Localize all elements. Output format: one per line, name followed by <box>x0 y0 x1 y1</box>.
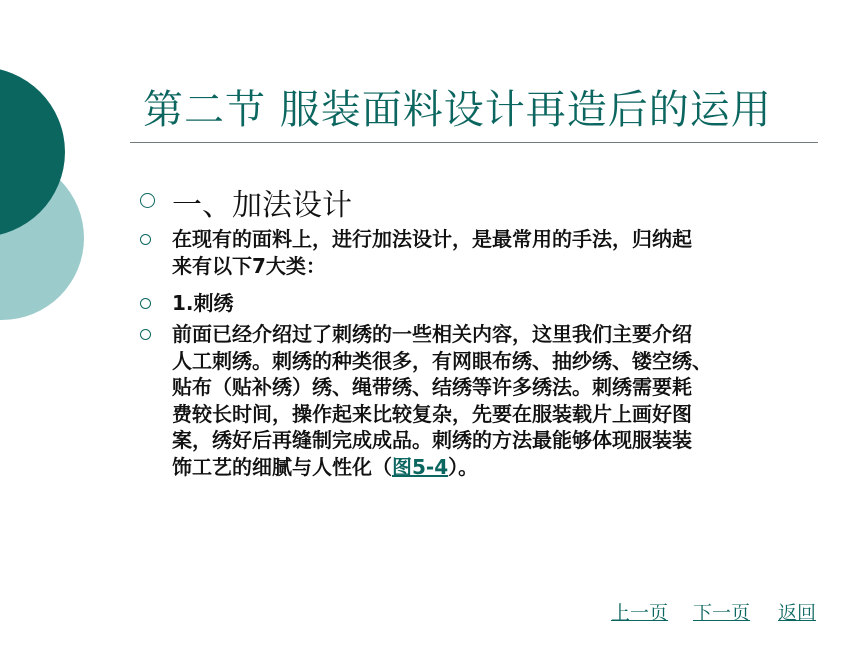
bullet-circle-icon <box>140 329 151 340</box>
text-fragment: ）。 <box>448 454 479 479</box>
bullet-circle-icon <box>140 193 155 208</box>
text-line: 费较长时间，操作起来比较复杂，先要在服装载片上画好图 <box>172 401 692 426</box>
subheading-embroidery <box>172 290 812 317</box>
intro-paragraph <box>172 226 812 279</box>
prev-page-link[interactable]: 上一页 <box>611 602 669 624</box>
decorative-circles <box>0 0 120 340</box>
text-line: 人工刺绣。刺绣的种类很多，有网眼布绣、抽纱绣、镂空绣、 <box>172 348 712 373</box>
text-fragment: 饰工艺的细腻与人性化（ <box>172 454 392 479</box>
bullet-circle-icon <box>140 234 151 245</box>
slide-title: 第二节 服装面料设计再造后的运用 <box>143 87 772 133</box>
text-line: 1.刺绣 <box>172 291 234 315</box>
text-line: 贴布（贴补绣）绣、绳带绣、结绣等许多绣法。刺绣需要耗 <box>172 375 692 399</box>
text-line: 案，绣好后再缝制完成成品。刺绣的方法最能够体现服装装 <box>172 428 692 452</box>
section-heading: 一、加法设计 <box>172 188 352 223</box>
text-line <box>172 454 812 481</box>
embroidery-paragraph <box>172 321 812 480</box>
next-page-link[interactable]: 下一页 <box>693 602 751 624</box>
bullet-circle-icon <box>140 298 151 309</box>
text-line: 前面已经介绍过了刺绣的一些相关内容，这里我们主要介绍 <box>172 322 692 346</box>
title-divider <box>130 142 818 143</box>
text-line: 在现有的面料上，进行加法设计，是最常用的手法，归纳起 <box>172 227 692 251</box>
figure-link[interactable]: 图5-4 <box>392 454 449 479</box>
text-line: 来有以下7大类： <box>172 253 326 278</box>
back-link[interactable]: 返回 <box>778 602 817 624</box>
